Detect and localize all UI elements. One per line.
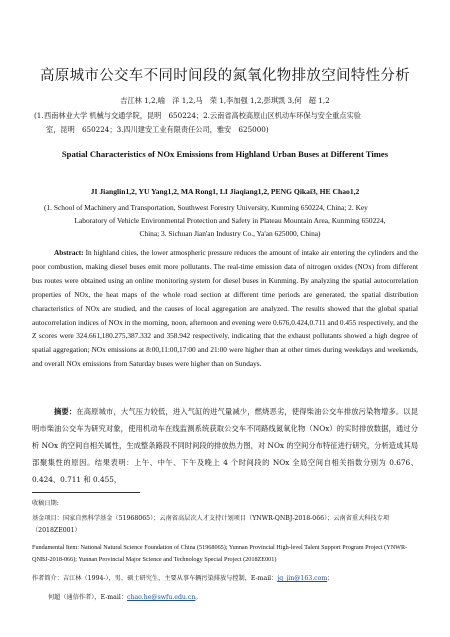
corresponding-email-link[interactable]: chao.he@swfu.edu.cn: [127, 594, 196, 601]
corresponding-author: [48, 592, 438, 604]
author-bio-text: 作者简介：吉江林（1994-），男，硕士研究生，主要从事车辆污染排放与控制，E-mail：: [32, 575, 278, 582]
english-authors: JI Jianglin1,2, YU Yang1,2, MA Rong1, LI Jiaqiang1,2, PENG Qikai3, HE Chao1,2: [90, 187, 360, 196]
english-affiliations: [44, 201, 416, 241]
chinese-authors: 吉江林 1,2,喻 洋 1,2,马 荣 1,李加强 1,2,彭琪凯 3,何 超 1,2: [120, 96, 330, 105]
affiliation-line: [44, 201, 416, 214]
affiliation-text: School of Machinery and Transportation, Southwest Forestry University, Kunming 650224, China; 2. Key: [53, 203, 368, 212]
chinese-affiliations: [34, 109, 416, 137]
corresponding-text: 何超（通信作者），E-mail：: [48, 594, 128, 601]
author-bio-suffix: ；: [327, 575, 334, 582]
chinese-abstract-label: 摘要：: [54, 407, 77, 416]
affiliation-line: China; 3. Sichuan Jian'an Industry Co., Ya'an 625000, China): [139, 229, 321, 239]
english-title: Spatial Characteristics of NOx Emissions from Highland Urban Buses at Different Times: [61, 149, 389, 159]
footnote-divider: [32, 492, 140, 493]
received-date: 收稿日期:: [32, 500, 59, 507]
corresponding-suffix: 。: [195, 594, 202, 601]
chinese-abstract-text: 在高原城市，大气压力较低，进入气缸的进气量减少，燃烧恶劣，使得柴油公交车排放污染物增多。以昆明市柴油公交车为研究对象，使用机动车在线监测系统获取公交车不同路线氮氧化物（NOx）的实时排放数据，通过分析 NOx 的空间自相关属性，生成整条路段不同时间段的排放热力图，对 NOx 的空间分布特征进行研究，分析造成其局部聚集性的原因。结果表明：上午、中午、下午及晚上 4 个时间段的 NOx 全局空间自相关指数分别为 0.676、0.424、0.711 和 0.455，: [32, 407, 418, 484]
affiliation-number: (1.: [44, 203, 53, 212]
affiliation-number: (1.: [34, 111, 44, 120]
fund-english: Fundamental Item: National Natural Science Foundation of China (51968065); Yunnan Provincial High-level Talent Support Program Project (YNWR-QNBJ-2018-066); Yunnan Provincial Major Science and Technology Special Project (2018ZE001): [32, 544, 408, 563]
chinese-abstract: [32, 404, 418, 489]
author-email-link[interactable]: jq_jin@163.com: [277, 575, 328, 582]
affiliation-line: 室，昆明 650224；3.四川建安工业有限责任公司，雅安 625000): [46, 125, 269, 134]
chinese-title: 高原城市公交车不同时间段的氮氧化物排放空间特性分析: [40, 68, 410, 84]
fund-chinese: 基金项目：国家自然科学基金（51968065）；云南省高层次人才支持计划项目（YNWR-QNBJ-2018-066）；云南省重大科技专项（2018ZE001）: [32, 515, 390, 534]
abstract-text: In highland cities, the lower atmospheric pressure reduces the amount of intake air entering the cylinders and the poor combustion, making diesel buses emit more pollutants. The real-time emission data of nitrogen oxides (NOx) from different bus routes were obtained using an online monitoring system for diesel buses in Kunming. By analyzing the spatial autocorrelation properties of NOx, the heat maps of the whole road section at different time periods are generated, the spatial distribution characteristics of NOx are studied, and the causes of local aggregation are analyzed. The results showed that the global spatial autocorrelation indices of NOx in the morning, noon, afternoon and evening were 0.676,0.424,0.711 and 0.455 respectively, and the Z scores were 324.661,180.275,387.332 and 358.942 respectively, indicating that the exhaust pollutants showed a high degree of spatial aggregation; NOx emissions at 8:00,11:00,17:00 and 21:00 were higher than at other times during weekdays and weekends, and overall NOx emissions from Saturday buses were higher than on Sundays.: [32, 248, 419, 369]
affiliation-line: Laboratory of Vehicle Environmental Protection and Safety in Plateau Mountain Area, Kunming 650224,: [74, 216, 386, 226]
affiliation-line: 西南林业大学 机械与交通学院，昆明 650224；2.云南省高校高原山区机动车环保与安全重点实验: [44, 111, 361, 120]
abstract-label: Abstract:: [54, 248, 84, 257]
english-abstract: [32, 246, 418, 371]
author-bio: [32, 573, 422, 585]
